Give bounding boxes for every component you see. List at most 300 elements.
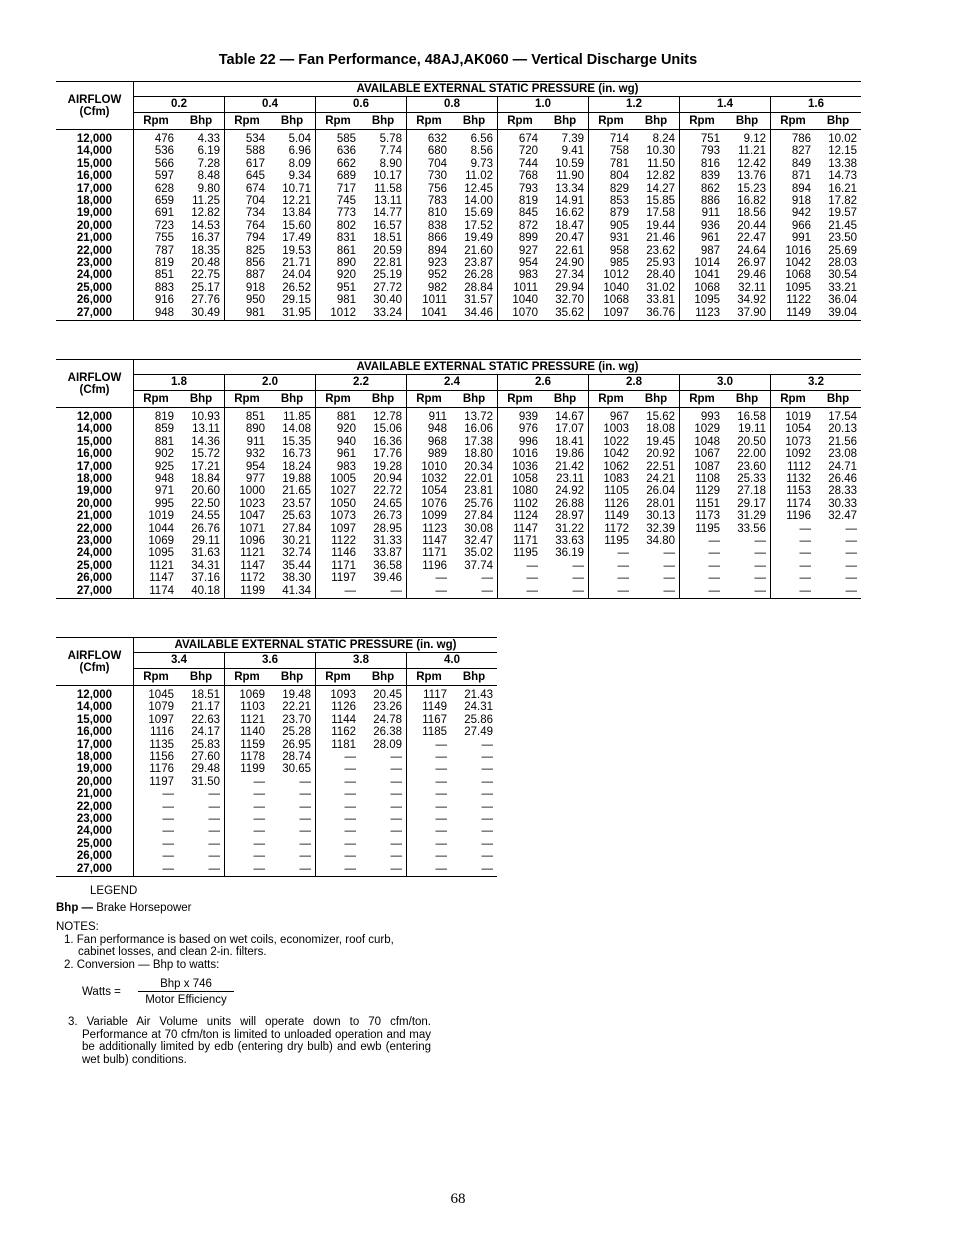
rpm-cell: 1068 — [680, 282, 725, 294]
rpm-cell: 1172 — [589, 523, 634, 535]
bhp-cell: 25.86 — [464, 713, 493, 726]
rpm-cell: 1174 — [771, 498, 816, 510]
bhp-cell: 24.64 — [737, 244, 766, 257]
rpm-cell: 1023 — [225, 498, 270, 510]
rpm-cell: — — [407, 850, 452, 862]
airflow-cell: 18,000 — [76, 473, 113, 486]
rpm-cell: 704 — [225, 195, 270, 207]
table-row — [56, 838, 497, 850]
airflow-cell: 23,000 — [76, 257, 113, 270]
rpm-cell: 1054 — [407, 485, 452, 497]
bhp-cell: 14.67 — [555, 411, 584, 423]
rpm-cell: 764 — [225, 220, 270, 232]
rpm-cell: — — [316, 850, 361, 862]
bhp-header: Bhp — [269, 669, 316, 686]
rpm-cell: 1124 — [498, 510, 543, 522]
bhp-cell: — — [633, 585, 680, 599]
bhp-header: Bhp — [451, 113, 498, 130]
bhp-cell: 23.08 — [828, 448, 857, 461]
rpm-cell: 920 — [316, 269, 361, 281]
rpm-cell: 1027 — [316, 485, 361, 497]
bhp-cell: 18.24 — [282, 460, 311, 473]
airflow-cell: 16,000 — [76, 448, 113, 461]
rpm-cell: — — [225, 788, 270, 800]
bhp-cell: 29.11 — [192, 535, 220, 548]
airflow-cell: 15,000 — [76, 157, 113, 170]
pressure-header: 4.0 — [407, 653, 498, 669]
bhp-cell: 29.46 — [737, 269, 766, 282]
table-row — [56, 183, 861, 195]
bhp-cell: 27.72 — [373, 281, 402, 294]
rpm-cell: 981 — [316, 294, 361, 306]
bhp-cell: 14.53 — [191, 219, 220, 232]
pressure-group-header: AVAILABLE EXTERNAL STATIC PRESSURE (in. wg) — [134, 360, 862, 375]
rpm-cell: 793 — [680, 145, 725, 157]
bhp-cell: 10.17 — [373, 170, 402, 183]
rpm-cell: 773 — [316, 207, 361, 219]
bhp-cell: 33.87 — [373, 547, 402, 560]
rpm-cell: — — [407, 585, 452, 599]
bhp-cell: 16.06 — [464, 423, 493, 436]
bhp-cell: 16.58 — [737, 411, 766, 423]
rpm-cell: 981 — [225, 307, 270, 321]
rpm-cell: 662 — [316, 158, 361, 170]
rpm-cell: 920 — [316, 423, 361, 435]
rpm-header: Rpm — [134, 669, 179, 686]
bhp-cell: 15.35 — [282, 435, 311, 448]
bhp-cell: 22.21 — [282, 701, 311, 714]
bhp-cell: 26.52 — [282, 281, 311, 294]
rpm-header: Rpm — [498, 113, 543, 130]
bhp-cell: 25.93 — [646, 257, 675, 270]
bhp-cell: 26.46 — [828, 473, 857, 486]
rpm-cell: 853 — [589, 195, 634, 207]
bhp-cell: 17.21 — [191, 460, 220, 473]
bhp-cell: 21.43 — [464, 689, 493, 701]
airflow-cell: 20,000 — [76, 775, 113, 788]
rpm-cell: 987 — [680, 245, 725, 257]
header-row-units — [56, 391, 861, 408]
airflow-cell: 24,000 — [76, 547, 113, 560]
bhp-cell: 32.39 — [646, 522, 675, 535]
rpm-cell: — — [771, 572, 816, 584]
bhp-cell: 18.51 — [373, 232, 402, 245]
bhp-cell: 9.12 — [743, 133, 766, 145]
table-row — [56, 560, 861, 572]
rpm-cell: 1146 — [316, 547, 361, 559]
airflow-cell: 21,000 — [76, 232, 113, 245]
rpm-cell: 1126 — [589, 498, 634, 510]
rpm-cell: 890 — [225, 423, 270, 435]
airflow-cell: 15,000 — [76, 713, 113, 726]
rpm-cell: 1132 — [771, 473, 816, 485]
bhp-header: Bhp — [815, 113, 861, 130]
bhp-cell: 21.71 — [282, 257, 311, 270]
rpm-cell: 932 — [225, 448, 270, 460]
bhp-cell: 27.34 — [555, 269, 584, 282]
rpm-cell: 838 — [407, 220, 452, 232]
rpm-cell: 1116 — [134, 726, 179, 738]
rpm-cell: 983 — [316, 461, 361, 473]
airflow-cell: 19,000 — [76, 207, 113, 220]
rpm-cell: 1195 — [680, 523, 725, 535]
bhp-cell: 20.92 — [646, 448, 675, 461]
rpm-cell: 886 — [680, 195, 725, 207]
rpm-cell: 1040 — [498, 294, 543, 306]
rpm-cell: — — [589, 560, 634, 572]
airflow-label: AIRFLOW — [67, 371, 122, 384]
rpm-cell: 1096 — [225, 535, 270, 547]
rpm-cell: 861 — [316, 245, 361, 257]
rpm-cell: — — [407, 776, 452, 788]
bhp-cell: 15.69 — [464, 207, 493, 220]
rpm-cell: 1147 — [498, 523, 543, 535]
bhp-cell: 25.63 — [282, 510, 311, 523]
airflow-cell: 12,000 — [76, 411, 113, 423]
rpm-cell: 1112 — [771, 461, 816, 473]
rpm-cell: 734 — [225, 207, 270, 219]
rpm-cell: 1097 — [316, 523, 361, 535]
bhp-cell: 16.37 — [191, 232, 220, 245]
airflow-cell: 16,000 — [76, 726, 113, 739]
bhp-cell: 19.28 — [373, 460, 402, 473]
rpm-cell: 1042 — [589, 448, 634, 460]
rpm-cell: 1151 — [680, 498, 725, 510]
bhp-cell: 21.65 — [282, 485, 311, 498]
bhp-header: Bhp — [542, 113, 589, 130]
table-row — [56, 245, 861, 257]
rpm-cell: — — [316, 838, 361, 850]
bhp-cell: 14.00 — [464, 195, 493, 208]
formula-denominator: Motor Efficiency — [145, 994, 227, 1006]
rpm-cell: 819 — [498, 195, 543, 207]
bhp-cell: 8.48 — [197, 170, 220, 183]
bhp-cell: 16.36 — [373, 435, 402, 448]
bhp-cell: 5.78 — [379, 133, 402, 145]
rpm-cell: 1173 — [680, 510, 725, 522]
bhp-header: Bhp — [269, 113, 316, 130]
table-row — [56, 145, 861, 157]
rpm-cell: 1069 — [225, 686, 270, 702]
bhp-cell: 33.56 — [737, 522, 766, 535]
rpm-cell: — — [316, 813, 361, 825]
bhp-cell: — — [208, 825, 220, 838]
rpm-cell: — — [316, 763, 361, 775]
bhp-cell: 30.54 — [828, 269, 857, 282]
header-row-group — [56, 82, 861, 97]
bhp-cell: 12.82 — [646, 170, 675, 183]
rpm-cell: 1070 — [498, 307, 543, 321]
rpm-cell: 954 — [225, 461, 270, 473]
bhp-cell: 26.76 — [191, 522, 220, 535]
table-row — [56, 257, 861, 269]
pressure-header: 2.4 — [407, 375, 498, 391]
bhp-cell: 13.11 — [374, 195, 402, 208]
rpm-header: Rpm — [771, 391, 816, 408]
bhp-cell: 14.73 — [828, 170, 857, 183]
airflow-cell: 21,000 — [76, 510, 113, 523]
rpm-cell: 1010 — [407, 461, 452, 473]
rpm-cell: 628 — [134, 183, 179, 195]
pressure-header: 0.8 — [407, 97, 498, 113]
table-row — [56, 763, 497, 775]
bhp-cell: — — [481, 738, 493, 751]
rpm-cell: 674 — [498, 130, 543, 146]
rpm-cell: 1199 — [225, 585, 270, 599]
rpm-cell: — — [316, 863, 361, 877]
rpm-cell: — — [407, 838, 452, 850]
rpm-cell: 894 — [407, 245, 452, 257]
rpm-cell: 1000 — [225, 485, 270, 497]
formula-numerator: Bhp x 746 — [138, 978, 234, 992]
rpm-cell: 950 — [225, 294, 270, 306]
bhp-cell: — — [481, 813, 493, 826]
bhp-cell: 12.15 — [828, 145, 857, 158]
bhp-header: Bhp — [724, 113, 771, 130]
table-row — [56, 207, 861, 219]
rpm-cell: 851 — [225, 408, 270, 424]
bhp-cell: — — [542, 585, 589, 599]
bhp-cell: 7.39 — [561, 133, 584, 145]
bhp-cell: 10.71 — [282, 182, 311, 195]
table-row — [56, 423, 861, 435]
bhp-cell: 29.15 — [282, 294, 311, 307]
bhp-cell: 10.59 — [555, 157, 584, 170]
note-1: 1. Fan performance is based on wet coils, economizer, roof curb, cabinet losses, and clean 2-in. filters. — [64, 933, 394, 959]
bhp-cell: 11.58 — [374, 182, 402, 195]
rpm-cell: 1147 — [407, 535, 452, 547]
legend-abbr: Bhp — — [56, 901, 94, 914]
rpm-cell: 948 — [134, 307, 179, 321]
table-row — [56, 130, 861, 146]
bhp-cell: 22.61 — [555, 244, 584, 257]
bhp-cell: 11.90 — [556, 170, 584, 183]
rpm-cell: — — [407, 813, 452, 825]
bhp-cell: 32.47 — [464, 535, 493, 548]
rpm-cell: 1196 — [407, 560, 452, 572]
pressure-header: 0.2 — [134, 97, 225, 113]
rpm-cell: 720 — [498, 145, 543, 157]
rpm-cell: 751 — [680, 130, 725, 146]
rpm-cell: — — [316, 585, 361, 599]
bhp-cell: 26.04 — [646, 485, 675, 498]
table-row — [56, 701, 497, 713]
rpm-cell: 977 — [225, 473, 270, 485]
bhp-cell: — — [572, 559, 584, 572]
bhp-cell: 21.60 — [464, 244, 493, 257]
rpm-cell: 1036 — [498, 461, 543, 473]
fan-performance-table-3 — [56, 637, 497, 877]
bhp-cell: 25.69 — [828, 244, 857, 257]
rpm-cell: 1080 — [498, 485, 543, 497]
rpm-cell: 730 — [407, 170, 452, 182]
bhp-cell: 22.01 — [464, 473, 493, 486]
bhp-cell: 20.44 — [737, 219, 766, 232]
rpm-cell: 1073 — [316, 510, 361, 522]
rpm-cell: 680 — [407, 145, 452, 157]
airflow-unit: (Cfm) — [79, 383, 110, 396]
bhp-cell: — — [208, 837, 220, 850]
bhp-cell: 15.85 — [646, 195, 675, 208]
rpm-cell: 691 — [134, 207, 179, 219]
airflow-cell: 19,000 — [76, 763, 113, 776]
bhp-cell: — — [754, 535, 766, 548]
table-row — [56, 523, 861, 535]
rpm-cell: 597 — [134, 170, 179, 182]
bhp-cell: — — [481, 837, 493, 850]
rpm-cell: 787 — [134, 245, 179, 257]
rpm-cell: 1014 — [680, 257, 725, 269]
rpm-cell: 819 — [134, 257, 179, 269]
bhp-cell: 23.81 — [464, 485, 493, 498]
airflow-cell: 19,000 — [76, 485, 113, 498]
rpm-cell: 1092 — [771, 448, 816, 460]
bhp-header: Bhp — [360, 113, 407, 130]
rpm-cell: 819 — [134, 408, 179, 424]
rpm-cell: — — [225, 813, 270, 825]
bhp-cell: 12.21 — [282, 195, 311, 208]
header-row-group — [56, 360, 861, 375]
bhp-cell: — — [663, 547, 675, 560]
rpm-cell: — — [498, 572, 543, 584]
airflow-unit: (Cfm) — [79, 661, 110, 674]
bhp-cell: 20.45 — [373, 689, 402, 701]
rpm-cell: 951 — [316, 282, 361, 294]
note-2: 2. Conversion — Bhp to watts: — [64, 958, 220, 971]
bhp-cell: 22.63 — [191, 713, 220, 726]
bhp-cell: — — [390, 763, 402, 776]
bhp-cell: 31.57 — [464, 294, 493, 307]
bhp-cell: — — [815, 585, 861, 599]
bhp-cell: 31.33 — [373, 535, 402, 548]
rpm-cell: 952 — [407, 269, 452, 281]
rpm-cell: — — [589, 547, 634, 559]
bhp-cell: 23.62 — [646, 244, 675, 257]
rpm-cell: 940 — [316, 436, 361, 448]
pressure-header: 1.0 — [498, 97, 589, 113]
table-row — [56, 863, 497, 877]
table-row — [56, 294, 861, 306]
pressure-header: 2.6 — [498, 375, 589, 391]
bhp-cell: 39.46 — [373, 572, 402, 585]
table-row — [56, 776, 497, 788]
bhp-cell: 17.54 — [828, 411, 857, 423]
rpm-cell: — — [316, 751, 361, 763]
bhp-cell: 25.33 — [737, 473, 766, 486]
rpm-cell: — — [225, 850, 270, 862]
header-row-pressures — [56, 375, 861, 391]
rpm-cell: 1019 — [134, 510, 179, 522]
bhp-cell: 24.92 — [555, 485, 584, 498]
bhp-cell: 13.11 — [192, 423, 220, 436]
bhp-cell: 27.84 — [464, 510, 493, 523]
table-row — [56, 408, 861, 424]
bhp-cell: 30.08 — [464, 522, 493, 535]
bhp-cell: — — [299, 775, 311, 788]
bhp-header: Bhp — [178, 669, 225, 686]
rpm-cell: 918 — [771, 195, 816, 207]
bhp-cell: — — [299, 825, 311, 838]
bhp-cell: 35.02 — [464, 547, 493, 560]
rpm-cell: 927 — [498, 245, 543, 257]
bhp-cell: 25.19 — [373, 269, 402, 282]
bhp-cell: 14.08 — [282, 423, 311, 436]
bhp-cell: — — [845, 572, 857, 585]
bhp-cell: — — [390, 850, 402, 863]
bhp-cell: 31.29 — [737, 510, 766, 523]
rpm-cell: 948 — [407, 423, 452, 435]
airflow-cell: 12,000 — [76, 689, 113, 701]
rpm-cell: 755 — [134, 232, 179, 244]
bhp-cell: 28.40 — [646, 269, 675, 282]
rpm-cell: 1195 — [498, 547, 543, 559]
bhp-cell: 19.44 — [646, 219, 675, 232]
bhp-cell: 32.70 — [555, 294, 584, 307]
rpm-cell: 659 — [134, 195, 179, 207]
rpm-cell: 1095 — [771, 282, 816, 294]
rpm-cell: 1067 — [680, 448, 725, 460]
rpm-cell: 1195 — [589, 535, 634, 547]
airflow-cell: 12,000 — [76, 133, 113, 145]
rpm-cell: 879 — [589, 207, 634, 219]
rpm-cell: — — [771, 535, 816, 547]
rpm-cell: — — [589, 585, 634, 599]
rpm-cell: 1045 — [134, 686, 179, 702]
rpm-cell: 931 — [589, 232, 634, 244]
rpm-cell: 871 — [771, 170, 816, 182]
rpm-cell: 859 — [134, 423, 179, 435]
bhp-cell: 10.30 — [646, 145, 675, 158]
rpm-cell: 872 — [498, 220, 543, 232]
pressure-group-header: AVAILABLE EXTERNAL STATIC PRESSURE (in. wg) — [134, 82, 862, 97]
rpm-cell: 939 — [498, 408, 543, 424]
bhp-cell: 19.45 — [646, 435, 675, 448]
bhp-cell: 17.49 — [282, 232, 311, 245]
rpm-cell: 617 — [225, 158, 270, 170]
rpm-cell: 1016 — [771, 245, 816, 257]
bhp-cell: 29.17 — [737, 497, 766, 510]
bhp-cell: 15.06 — [373, 423, 402, 436]
rpm-cell: 1087 — [680, 461, 725, 473]
rpm-cell: — — [407, 751, 452, 763]
rpm-cell: 793 — [498, 183, 543, 195]
airflow-header — [56, 82, 134, 130]
bhp-cell: 14.91 — [555, 195, 584, 208]
header-row-group — [56, 638, 497, 653]
rpm-cell: — — [225, 801, 270, 813]
rpm-cell: 1054 — [771, 423, 816, 435]
rpm-cell: — — [225, 863, 270, 877]
bhp-cell: 36.04 — [828, 294, 857, 307]
airflow-cell: 14,000 — [76, 145, 113, 158]
bhp-cell: 25.28 — [282, 726, 311, 739]
pressure-header: 2.2 — [316, 375, 407, 391]
bhp-cell: — — [845, 535, 857, 548]
bhp-cell: 17.52 — [464, 219, 493, 232]
rpm-cell: — — [680, 572, 725, 584]
rpm-cell: 1073 — [771, 436, 816, 448]
airflow-cell: 25,000 — [76, 281, 113, 294]
rpm-header: Rpm — [316, 669, 361, 686]
bhp-cell: 20.59 — [373, 244, 402, 257]
bhp-cell: 22.51 — [646, 460, 675, 473]
bhp-cell: 27.84 — [282, 522, 311, 535]
fan-performance-table-2 — [56, 359, 861, 599]
bhp-cell: 30.49 — [178, 307, 225, 321]
bhp-cell: 19.57 — [828, 207, 857, 220]
bhp-cell: 34.46 — [451, 307, 498, 321]
bhp-cell: 14.36 — [191, 435, 220, 448]
